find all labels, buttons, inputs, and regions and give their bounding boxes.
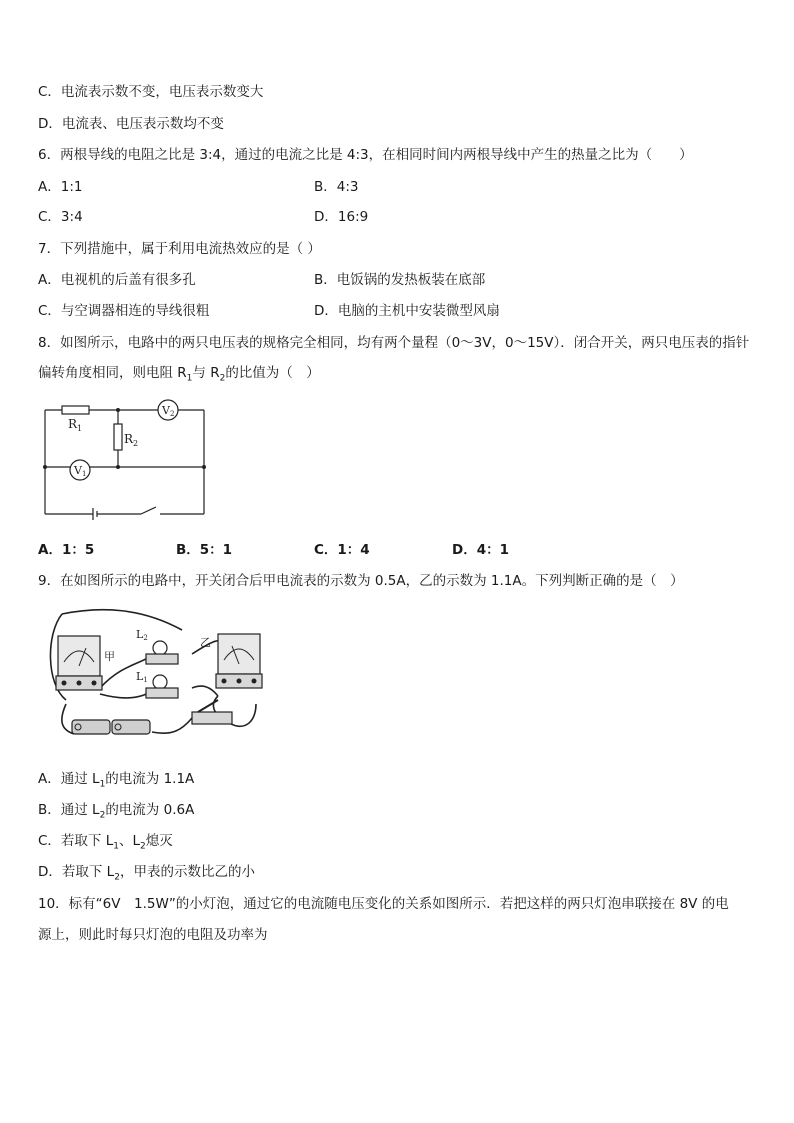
knife-switch (192, 700, 232, 724)
svg-text:L1: L1 (136, 670, 148, 684)
q8-stem-line2: 偏转角度相同，则电阻 $R_1$与 $R_2$的比值为（ ） (38, 365, 320, 384)
q6-option-d: D．16:9 (314, 209, 369, 225)
q6-option-b: B．4:3 (314, 179, 359, 195)
q7-stem: 7．下列措施中，属于利用电流热效应的是（ ） (38, 241, 321, 257)
ammeter-yi (216, 634, 262, 688)
r1-resistor (62, 406, 89, 414)
q8-option-a: A．1：5 (38, 542, 95, 558)
q9-circuit-photo (42, 604, 266, 744)
q9-option-b: B．通过 $L_2$的电流为 0.6A (38, 802, 195, 821)
q5-option-c: C．电流表示数不变，电压表示数变大 (38, 84, 264, 100)
q8-circuit-diagram (38, 398, 210, 524)
battery-pack (72, 720, 150, 734)
lamp-l2 (146, 641, 178, 664)
q7-option-d: D．电脑的主机中安装微型风扇 (314, 303, 500, 319)
q7-option-b: B．电饭锅的发热板装在底部 (314, 272, 486, 288)
ammeter-jia (56, 636, 102, 690)
svg-text:L2: L2 (136, 628, 148, 642)
lamp-l1 (146, 675, 178, 698)
svg-text:乙: 乙 (200, 636, 211, 649)
q6-option-c: C．3:4 (38, 209, 83, 225)
q6-option-a: A．1:1 (38, 179, 83, 195)
q8-option-c: C．1：4 (314, 542, 370, 558)
q6-stem: 6．两根导线的电阻之比是 3:4，通过的电流之比是 4:3，在相同时间内两根导线中产生的热量之比为（ ） (38, 147, 693, 163)
q7-option-a: A．电视机的后盖有很多孔 (38, 272, 196, 288)
r2-resistor (114, 424, 122, 450)
svg-text:R1: $R_1$ (68, 417, 83, 433)
q9-option-d: D．若取下 $L_2$，甲表的示数比乙的小 (38, 864, 255, 883)
q9-stem: 9．在如图所示的电路中，开关闭合后甲电流表的示数为 0.5A，乙的示数为 1.1A。下列判断正确的是（ ） (38, 573, 684, 589)
q8-stem-line1: 8．如图所示，电路中的两只电压表的规格完全相同，均有两个量程（0～3V，0～15V）．闭合开关，两只电压表的指针 (38, 335, 750, 351)
q8-option-b: B．5：1 (176, 542, 233, 558)
q9-option-a: A．通过 $L_1$的电流为 1.1A (38, 771, 195, 790)
svg-text:R2: $R_2$ (124, 432, 139, 448)
switch-blade (141, 507, 156, 514)
q10-stem-line1: 10．标有“6V 1.5W”的小灯泡，通过它的电流随电压变化的关系如图所示．若把这样的两只灯泡串联接在 8V 的电 (38, 896, 729, 912)
svg-text:甲: 甲 (104, 650, 115, 663)
q7-option-c: C．与空调器相连的导线很粗 (38, 303, 210, 319)
q8-option-d: D．4：1 (452, 542, 509, 558)
q10-stem-line2: 源上，则此时每只灯泡的电阻及功率为 (38, 927, 268, 943)
q9-option-c: C．若取下 $L_1$、$L_2$熄灭 (38, 833, 173, 852)
svg-text:V2: V2 (162, 404, 175, 418)
svg-text:V1: V1 (74, 464, 87, 478)
q5-option-d: D．电流表、电压表示数均不变 (38, 116, 224, 132)
